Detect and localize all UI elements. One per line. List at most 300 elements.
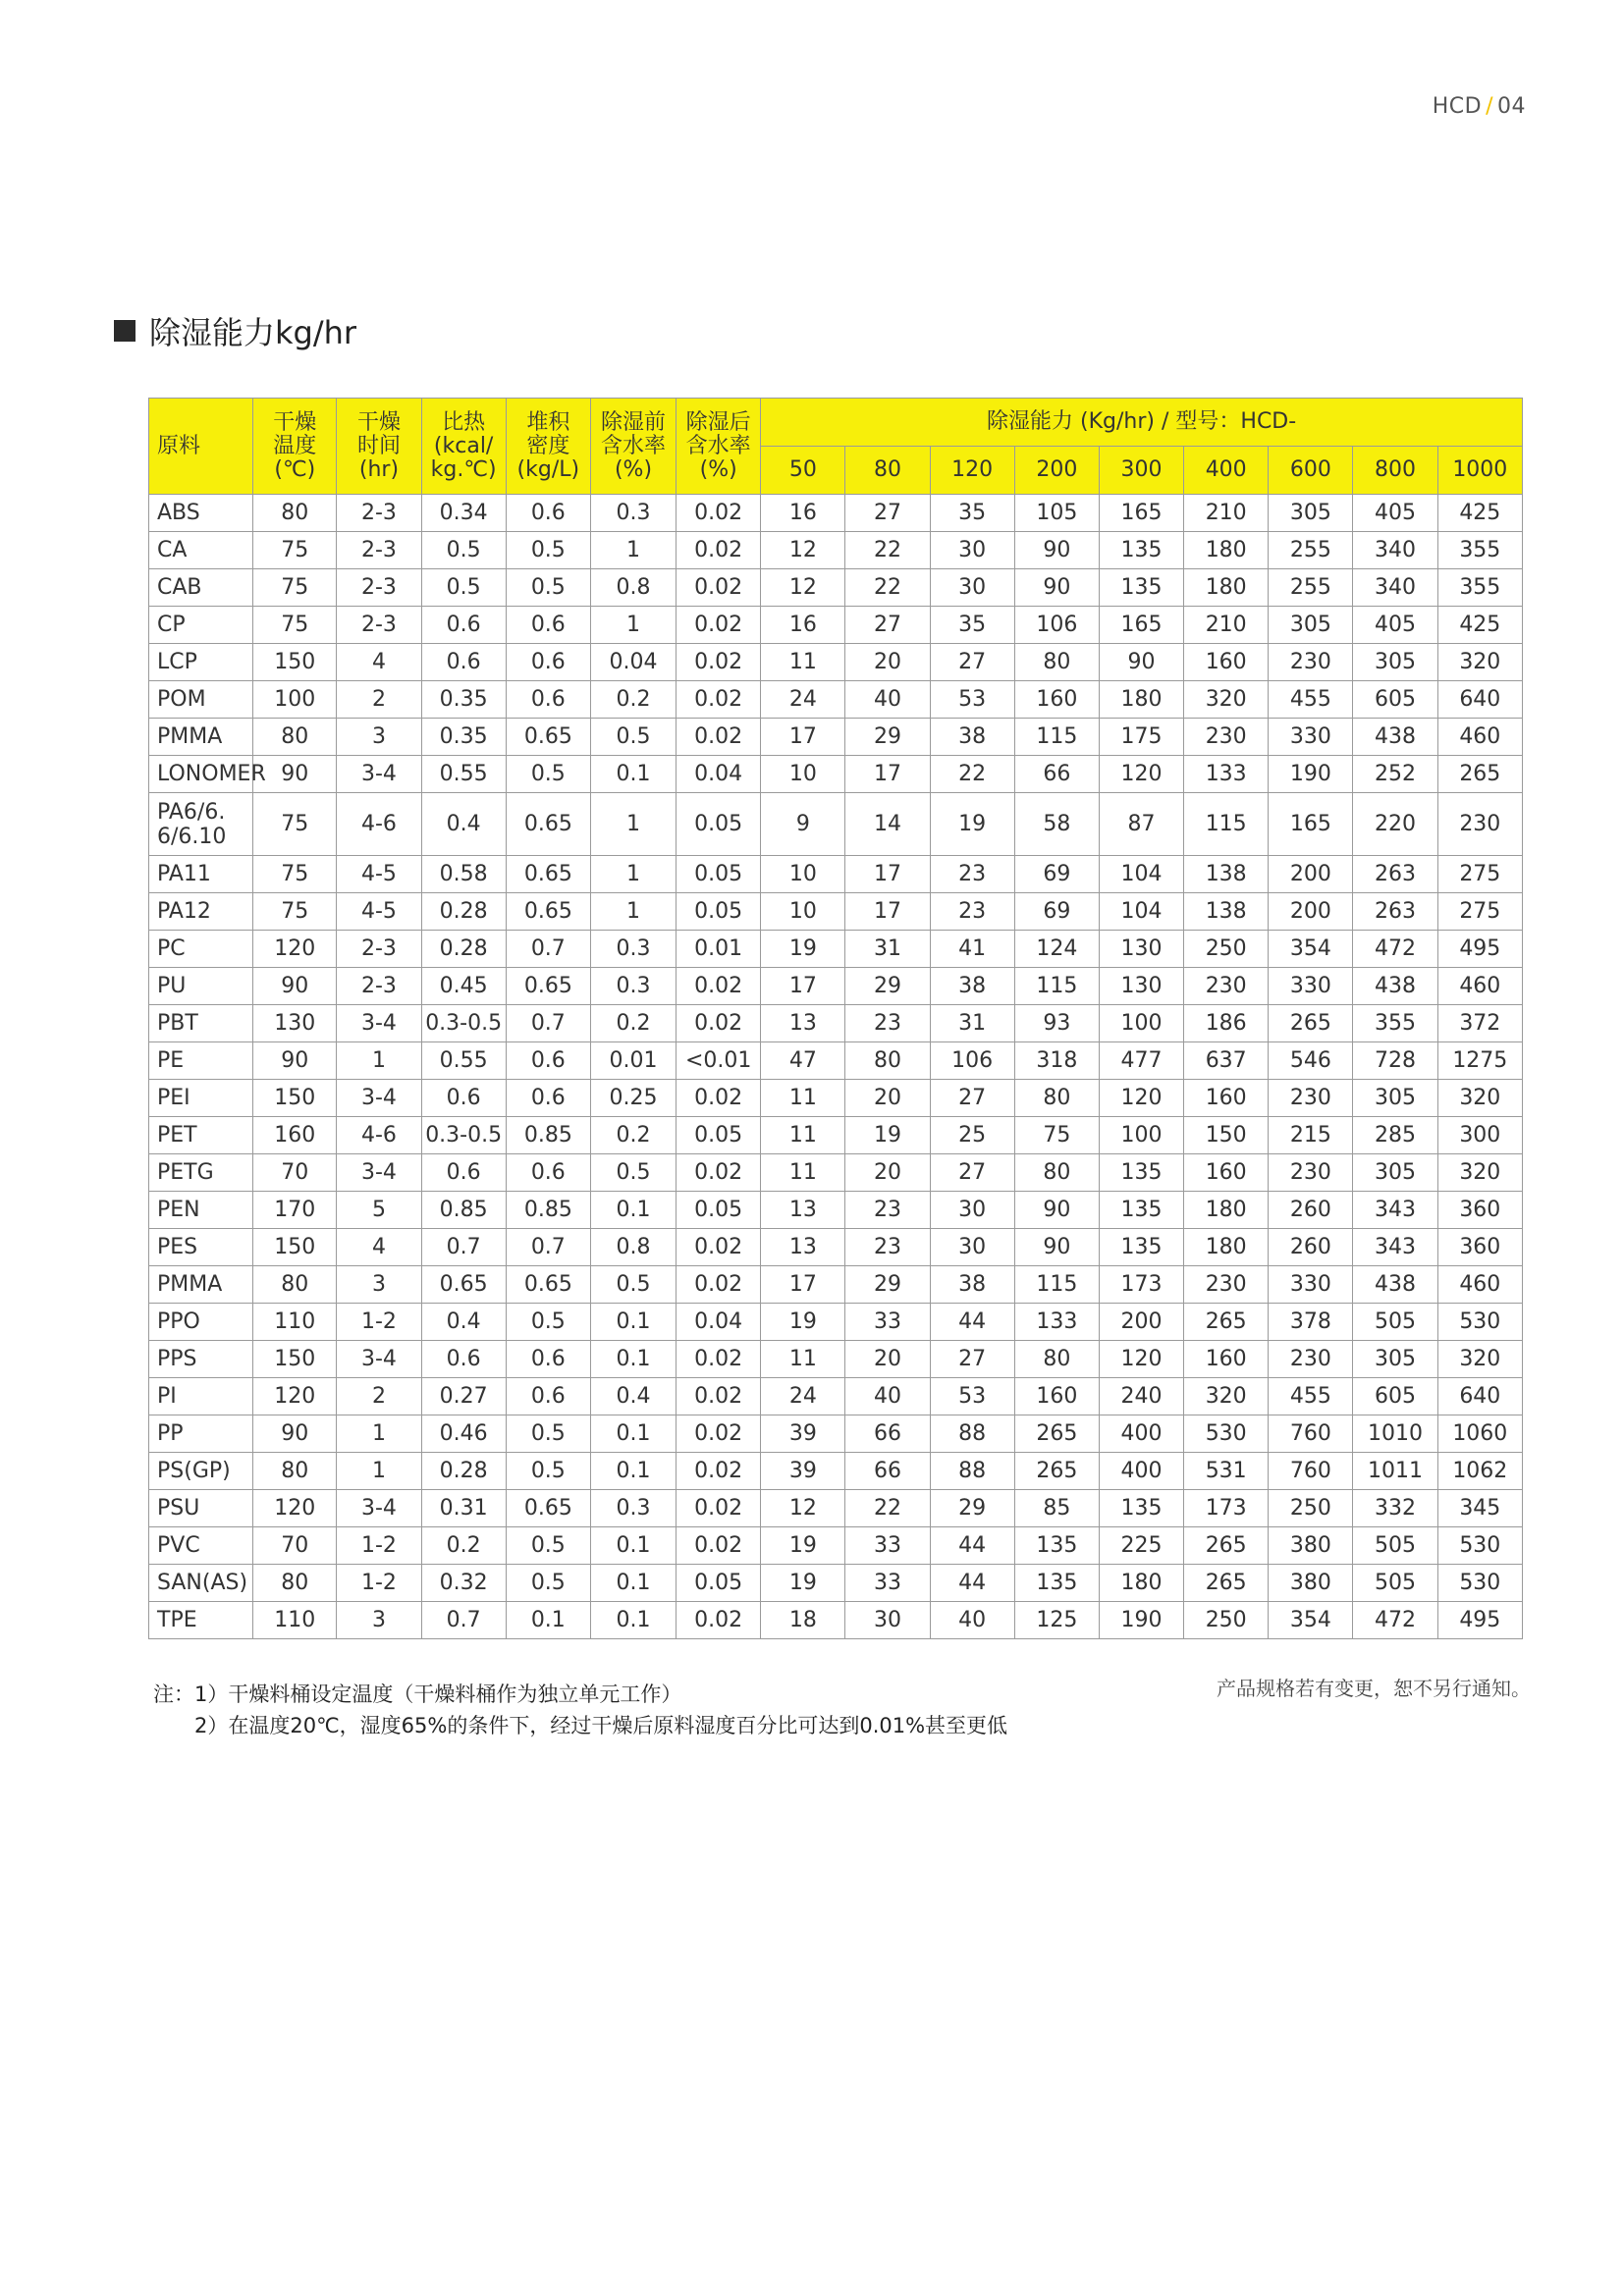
table-cell: 160: [1184, 1154, 1269, 1192]
table-cell: 150: [253, 1229, 337, 1266]
table-cell: 0.85: [421, 1192, 506, 1229]
note-line-1: 注：1）干燥料桶设定温度（干燥料桶作为独立单元工作）: [153, 1682, 682, 1706]
table-cell: 10: [761, 856, 845, 893]
table-cell: 130: [1099, 968, 1183, 1005]
table-cell: 69: [1014, 856, 1099, 893]
table-cell: 285: [1353, 1117, 1437, 1154]
table-cell: 460: [1437, 719, 1522, 756]
table-cell: 1-2: [337, 1565, 421, 1602]
table-cell: 0.28: [421, 931, 506, 968]
table-cell: 135: [1099, 532, 1183, 569]
table-cell: 25: [930, 1117, 1014, 1154]
material-name: CP: [149, 607, 253, 644]
table-cell: 100: [253, 681, 337, 719]
table-cell: 17: [761, 968, 845, 1005]
header-model-120: 120: [930, 447, 1014, 495]
table-cell: 12: [761, 532, 845, 569]
table-cell: 263: [1353, 893, 1437, 931]
table-cell: 0.02: [677, 532, 761, 569]
table-cell: 53: [930, 1378, 1014, 1415]
material-name: PPS: [149, 1341, 253, 1378]
table-cell: 16: [761, 495, 845, 532]
table-row: [149, 1080, 1523, 1117]
material-name: PEI: [149, 1080, 253, 1117]
table-cell: 90: [1099, 644, 1183, 681]
table-cell: 637: [1184, 1042, 1269, 1080]
table-cell: 0.1: [590, 1565, 676, 1602]
table-cell: 66: [845, 1415, 930, 1453]
table-cell: 405: [1353, 495, 1437, 532]
table-cell: 0.65: [506, 893, 590, 931]
header-model-50: 50: [761, 447, 845, 495]
table-cell: 90: [253, 968, 337, 1005]
table-cell: 88: [930, 1415, 1014, 1453]
table-cell: 27: [930, 1341, 1014, 1378]
table-cell: 2-3: [337, 931, 421, 968]
table-cell: 760: [1269, 1453, 1353, 1490]
table-cell: 0.5: [421, 532, 506, 569]
table-cell: 190: [1099, 1602, 1183, 1639]
table-cell: 3-4: [337, 1490, 421, 1527]
material-name: PA6/6. 6/6.10: [149, 793, 253, 856]
table-cell: 0.02: [677, 1527, 761, 1565]
table-cell: 31: [845, 931, 930, 968]
table-cell: 0.3-0.5: [421, 1005, 506, 1042]
table-row: [149, 1341, 1523, 1378]
table-cell: 477: [1099, 1042, 1183, 1080]
table-row: [149, 756, 1523, 793]
table-cell: 0.5: [590, 1154, 676, 1192]
table-cell: 40: [845, 1378, 930, 1415]
material-name: PMMA: [149, 1266, 253, 1304]
table-cell: 24: [761, 681, 845, 719]
table-cell: 17: [845, 893, 930, 931]
table-cell: 1011: [1353, 1453, 1437, 1490]
table-cell: 66: [1014, 756, 1099, 793]
table-cell: 0.02: [677, 1080, 761, 1117]
table-cell: 135: [1099, 1229, 1183, 1266]
table-cell: 0.02: [677, 1266, 761, 1304]
table-cell: 80: [253, 1266, 337, 1304]
table-cell: 17: [845, 756, 930, 793]
table-cell: 0.6: [506, 1341, 590, 1378]
table-cell: 0.04: [677, 1304, 761, 1341]
table-cell: 75: [253, 532, 337, 569]
material-name: ABS: [149, 495, 253, 532]
table-cell: 0.7: [421, 1602, 506, 1639]
table-cell: 340: [1353, 569, 1437, 607]
table-cell: 175: [1099, 719, 1183, 756]
table-cell: 343: [1353, 1229, 1437, 1266]
table-cell: 115: [1014, 968, 1099, 1005]
table-cell: 1010: [1353, 1415, 1437, 1453]
table-cell: 11: [761, 1341, 845, 1378]
table-cell: 250: [1184, 1602, 1269, 1639]
table-cell: 19: [845, 1117, 930, 1154]
table-cell: 460: [1437, 968, 1522, 1005]
table-cell: 332: [1353, 1490, 1437, 1527]
table-row: [149, 1304, 1523, 1341]
table-cell: 80: [253, 719, 337, 756]
table-cell: 320: [1184, 1378, 1269, 1415]
table-cell: 160: [1014, 1378, 1099, 1415]
table-cell: 39: [761, 1415, 845, 1453]
table-cell: 33: [845, 1527, 930, 1565]
table-cell: 0.5: [506, 756, 590, 793]
material-name: PP: [149, 1415, 253, 1453]
table-cell: 0.05: [677, 793, 761, 856]
table-cell: 75: [253, 856, 337, 893]
table-cell: 1: [590, 856, 676, 893]
table-cell: 90: [1014, 569, 1099, 607]
table-cell: 9: [761, 793, 845, 856]
table-cell: 133: [1184, 756, 1269, 793]
table-cell: 0.3-0.5: [421, 1117, 506, 1154]
table-cell: 0.85: [506, 1192, 590, 1229]
table-cell: 40: [930, 1602, 1014, 1639]
table-cell: 0.6: [506, 1080, 590, 1117]
table-cell: 3-4: [337, 1080, 421, 1117]
table-cell: 35: [930, 495, 1014, 532]
table-cell: 115: [1014, 719, 1099, 756]
table-cell: 0.5: [506, 1304, 590, 1341]
table-cell: 27: [845, 495, 930, 532]
material-name: PETG: [149, 1154, 253, 1192]
table-cell: 200: [1269, 856, 1353, 893]
table-cell: 0.7: [506, 1229, 590, 1266]
table-cell: 0.05: [677, 1117, 761, 1154]
table-row: [149, 1117, 1523, 1154]
material-name: PPO: [149, 1304, 253, 1341]
table-row: [149, 1453, 1523, 1490]
table-cell: 4-6: [337, 1117, 421, 1154]
table-cell: 22: [845, 569, 930, 607]
table-cell: 472: [1353, 931, 1437, 968]
table-cell: 0.05: [677, 893, 761, 931]
table-cell: 300: [1437, 1117, 1522, 1154]
table-cell: 215: [1269, 1117, 1353, 1154]
table-cell: 0.5: [421, 569, 506, 607]
table-cell: 120: [1099, 1080, 1183, 1117]
table-cell: 265: [1437, 756, 1522, 793]
table-cell: 19: [930, 793, 1014, 856]
header-model-80: 80: [845, 447, 930, 495]
table-cell: 0.4: [421, 1304, 506, 1341]
table-cell: 160: [1184, 1080, 1269, 1117]
table-cell: 1: [590, 607, 676, 644]
table-cell: 40: [845, 681, 930, 719]
table-cell: 0.3: [590, 495, 676, 532]
table-cell: 80: [1014, 1341, 1099, 1378]
table-cell: 0.02: [677, 1415, 761, 1453]
header-capacity-group: 除湿能力 (Kg/hr) / 型号：HCD-: [761, 399, 1523, 447]
table-cell: 19: [761, 1304, 845, 1341]
table-cell: 320: [1184, 681, 1269, 719]
table-cell: 11: [761, 644, 845, 681]
table-cell: 3-4: [337, 1005, 421, 1042]
table-cell: 0.31: [421, 1490, 506, 1527]
table-cell: 106: [930, 1042, 1014, 1080]
header-model-1000: 1000: [1437, 447, 1522, 495]
table-cell: 27: [930, 1154, 1014, 1192]
table-cell: 438: [1353, 968, 1437, 1005]
table-cell: 13: [761, 1229, 845, 1266]
table-cell: 150: [1184, 1117, 1269, 1154]
material-name: PA12: [149, 893, 253, 931]
table-cell: 30: [930, 1229, 1014, 1266]
table-cell: 20: [845, 1080, 930, 1117]
table-cell: 0.46: [421, 1415, 506, 1453]
table-cell: 0.3: [590, 931, 676, 968]
table-cell: 80: [1014, 1080, 1099, 1117]
material-name: PVC: [149, 1527, 253, 1565]
table-cell: 0.3: [590, 968, 676, 1005]
table-cell: 355: [1437, 532, 1522, 569]
table-cell: 505: [1353, 1527, 1437, 1565]
section-title-text: 除湿能力kg/hr: [149, 314, 357, 351]
table-cell: 0.65: [421, 1266, 506, 1304]
table-cell: 0.6: [421, 1154, 506, 1192]
table-cell: 0.25: [590, 1080, 676, 1117]
header-material: 原料: [149, 399, 253, 495]
table-cell: 0.5: [506, 569, 590, 607]
table-cell: 305: [1353, 1154, 1437, 1192]
table-cell: 104: [1099, 856, 1183, 893]
table-cell: 0.7: [421, 1229, 506, 1266]
table-cell: 230: [1184, 1266, 1269, 1304]
table-cell: 58: [1014, 793, 1099, 856]
table-cell: 1: [337, 1042, 421, 1080]
table-cell: 0.6: [506, 681, 590, 719]
table-cell: 110: [253, 1602, 337, 1639]
table-cell: 530: [1437, 1527, 1522, 1565]
table-row: [149, 793, 1523, 856]
table-cell: 0.1: [590, 1341, 676, 1378]
table-cell: 438: [1353, 719, 1437, 756]
table-cell: 93: [1014, 1005, 1099, 1042]
table-cell: 22: [845, 1490, 930, 1527]
table-cell: 0.6: [421, 607, 506, 644]
table-row: [149, 1378, 1523, 1415]
table-cell: 225: [1099, 1527, 1183, 1565]
table-cell: 13: [761, 1005, 845, 1042]
table-cell: 0.8: [590, 1229, 676, 1266]
table-cell: 90: [253, 1415, 337, 1453]
table-cell: 1: [337, 1453, 421, 1490]
table-cell: 0.4: [421, 793, 506, 856]
table-cell: 318: [1014, 1042, 1099, 1080]
table-cell: 100: [1099, 1005, 1183, 1042]
table-cell: 200: [1099, 1304, 1183, 1341]
table-cell: 138: [1184, 893, 1269, 931]
table-cell: 354: [1269, 1602, 1353, 1639]
table-cell: 90: [253, 1042, 337, 1080]
table-cell: 438: [1353, 1266, 1437, 1304]
table-cell: 33: [845, 1565, 930, 1602]
table-cell: 24: [761, 1378, 845, 1415]
table-cell: 135: [1014, 1565, 1099, 1602]
table-cell: 180: [1184, 1192, 1269, 1229]
table-cell: 80: [253, 495, 337, 532]
table-cell: 0.02: [677, 607, 761, 644]
table-cell: 20: [845, 1154, 930, 1192]
table-cell: 640: [1437, 1378, 1522, 1415]
table-cell: 180: [1184, 1229, 1269, 1266]
table-cell: 0.85: [506, 1117, 590, 1154]
table-cell: 405: [1353, 607, 1437, 644]
table-cell: 106: [1014, 607, 1099, 644]
table-row: [149, 1490, 1523, 1527]
table-cell: 30: [930, 532, 1014, 569]
table-cell: 605: [1353, 1378, 1437, 1415]
table-cell: 0.27: [421, 1378, 506, 1415]
table-cell: 130: [1099, 931, 1183, 968]
table-cell: 4-5: [337, 893, 421, 931]
table-cell: 2-3: [337, 569, 421, 607]
square-bullet-icon: [114, 320, 135, 342]
table-cell: 29: [845, 1266, 930, 1304]
table-cell: 20: [845, 1341, 930, 1378]
table-cell: 53: [930, 681, 1014, 719]
table-row: [149, 495, 1523, 532]
page-label: [1433, 94, 1526, 119]
table-cell: 30: [845, 1602, 930, 1639]
table-cell: 531: [1184, 1453, 1269, 1490]
table-row: [149, 1527, 1523, 1565]
table-row: [149, 931, 1523, 968]
table-cell: 4: [337, 1229, 421, 1266]
table-cell: 360: [1437, 1192, 1522, 1229]
table-cell: 0.02: [677, 968, 761, 1005]
table-cell: 0.02: [677, 1453, 761, 1490]
table-cell: 3: [337, 1266, 421, 1304]
table-cell: 66: [845, 1453, 930, 1490]
table-cell: 255: [1269, 569, 1353, 607]
table-cell: 252: [1353, 756, 1437, 793]
table-cell: 1275: [1437, 1042, 1522, 1080]
table-cell: 230: [1184, 719, 1269, 756]
table-cell: 400: [1099, 1415, 1183, 1453]
table-cell: 1: [337, 1415, 421, 1453]
table-row: [149, 1005, 1523, 1042]
table-cell: 80: [1014, 1154, 1099, 1192]
table-cell: 472: [1353, 1602, 1437, 1639]
material-name: PU: [149, 968, 253, 1005]
header-model-800: 800: [1353, 447, 1437, 495]
table-cell: 3: [337, 719, 421, 756]
table-cell: 265: [1184, 1527, 1269, 1565]
table-cell: 75: [1014, 1117, 1099, 1154]
table-cell: 0.35: [421, 719, 506, 756]
disclaimer: 产品规格若有变更，恕不另行通知。: [1217, 1677, 1531, 1700]
brand-label: HCD: [1432, 94, 1483, 119]
table-cell: 230: [1269, 644, 1353, 681]
note-line-2: 2）在温度20℃，湿度65%的条件下，经过干燥后原料湿度百分比可达到0.01%甚至更低: [194, 1714, 1008, 1737]
table-cell: 135: [1099, 1490, 1183, 1527]
table-cell: 14: [845, 793, 930, 856]
table-cell: 0.02: [677, 1154, 761, 1192]
table-cell: 80: [845, 1042, 930, 1080]
table-cell: 4-5: [337, 856, 421, 893]
table-cell: 3-4: [337, 1341, 421, 1378]
table-row: [149, 644, 1523, 681]
table-cell: 380: [1269, 1527, 1353, 1565]
material-name: PSU: [149, 1490, 253, 1527]
table-cell: 372: [1437, 1005, 1522, 1042]
table-cell: 104: [1099, 893, 1183, 931]
table-cell: 160: [1014, 681, 1099, 719]
table-cell: 0.5: [590, 1266, 676, 1304]
table-cell: 173: [1099, 1266, 1183, 1304]
table-cell: 0.6: [506, 1378, 590, 1415]
table-cell: 455: [1269, 1378, 1353, 1415]
table-cell: 180: [1184, 569, 1269, 607]
table-cell: 265: [1184, 1565, 1269, 1602]
material-name: PBT: [149, 1005, 253, 1042]
table-cell: 170: [253, 1192, 337, 1229]
table-row: [149, 893, 1523, 931]
table-cell: 305: [1353, 644, 1437, 681]
table-cell: 0.01: [677, 931, 761, 968]
table-cell: 255: [1269, 532, 1353, 569]
table-cell: 39: [761, 1453, 845, 1490]
table-row: [149, 1192, 1523, 1229]
table-cell: 0.1: [590, 1192, 676, 1229]
table-cell: 275: [1437, 856, 1522, 893]
table-cell: 0.02: [677, 681, 761, 719]
table-cell: 87: [1099, 793, 1183, 856]
table-cell: 16: [761, 607, 845, 644]
table-cell: 265: [1014, 1453, 1099, 1490]
table-cell: 320: [1437, 1080, 1522, 1117]
table-cell: 0.1: [590, 1602, 676, 1639]
table-cell: 546: [1269, 1042, 1353, 1080]
table-cell: 110: [253, 1304, 337, 1341]
table-cell: 330: [1269, 719, 1353, 756]
table-cell: 0.04: [590, 644, 676, 681]
table-cell: 130: [253, 1005, 337, 1042]
table-cell: 70: [253, 1154, 337, 1192]
table-cell: 760: [1269, 1415, 1353, 1453]
table-cell: <0.01: [677, 1042, 761, 1080]
table-cell: 0.6: [506, 644, 590, 681]
table-cell: 425: [1437, 495, 1522, 532]
table-cell: 0.65: [506, 719, 590, 756]
table-row: [149, 1042, 1523, 1080]
table-cell: 345: [1437, 1490, 1522, 1527]
material-name: CAB: [149, 569, 253, 607]
table-cell: 12: [761, 1490, 845, 1527]
table-cell: 0.6: [421, 1341, 506, 1378]
table-cell: 210: [1184, 607, 1269, 644]
table-cell: 44: [930, 1527, 1014, 1565]
table-cell: 0.5: [506, 1527, 590, 1565]
table-cell: 640: [1437, 681, 1522, 719]
table-cell: 4: [337, 644, 421, 681]
table-cell: 12: [761, 569, 845, 607]
table-cell: 0.05: [677, 856, 761, 893]
table-cell: 2-3: [337, 607, 421, 644]
header-density: 堆积 密度 (kg/L): [506, 399, 590, 495]
table-cell: 135: [1099, 1154, 1183, 1192]
table-cell: 115: [1014, 1266, 1099, 1304]
table-cell: 2-3: [337, 968, 421, 1005]
table-cell: 44: [930, 1304, 1014, 1341]
table-cell: 505: [1353, 1304, 1437, 1341]
table-cell: 10: [761, 756, 845, 793]
table-cell: 400: [1099, 1453, 1183, 1490]
table-cell: 135: [1014, 1527, 1099, 1565]
